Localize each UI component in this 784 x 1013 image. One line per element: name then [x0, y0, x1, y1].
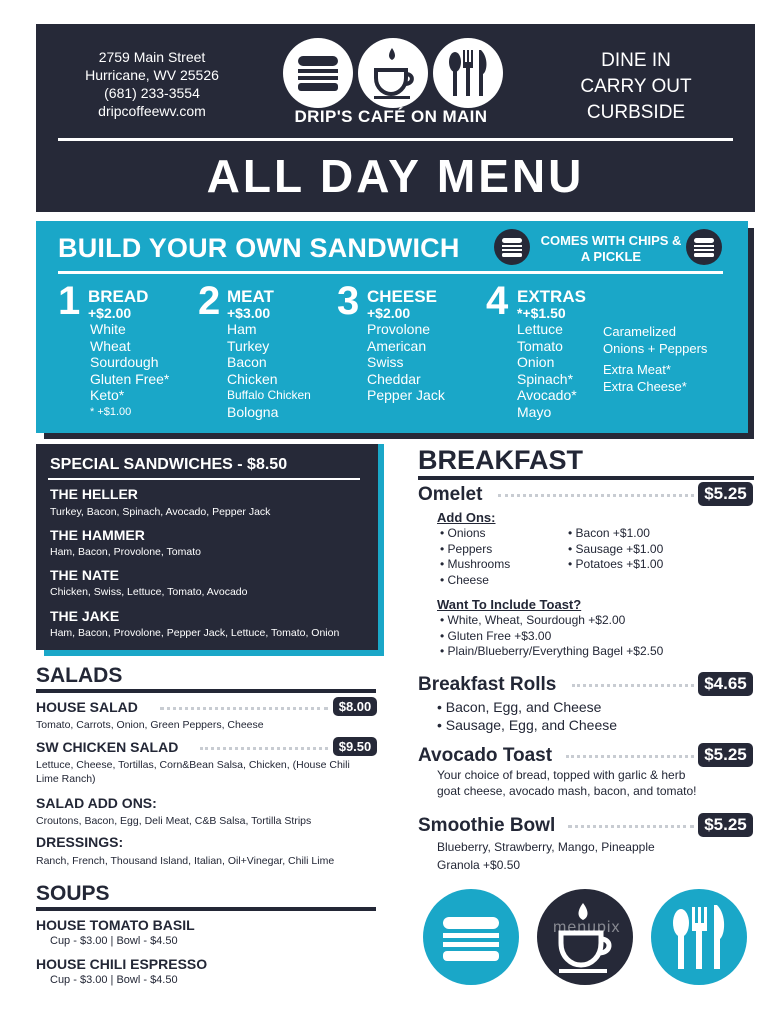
- step-items: [367, 321, 445, 404]
- sw-chicken-salad-desc: [36, 758, 350, 786]
- list-item: • Sausage, Egg, and Cheese: [437, 717, 618, 733]
- list-item: • Onions: [440, 526, 486, 540]
- step-label: EXTRAS: [517, 287, 586, 306]
- avocado-toast-price: $5.25: [698, 743, 753, 767]
- omelet-price: $5.25: [698, 482, 753, 506]
- mode-curbside: CURBSIDE: [586, 102, 686, 123]
- list-item: • Potatoes +$1.00: [568, 557, 664, 571]
- step-cheese: [367, 288, 445, 404]
- omelet-addons-right: [568, 526, 663, 573]
- soup-price: Cup - $3.00 | Bowl - $4.50: [50, 935, 178, 947]
- special-divider: [48, 478, 360, 480]
- special-item-name: THE HELLER: [50, 486, 138, 502]
- desc-line: Blueberry, Strawberry, Mango, Pineapple: [437, 840, 655, 854]
- menu-title: ALL DAY MENU: [206, 150, 585, 202]
- salads-title: SALADS: [36, 664, 123, 687]
- address-line1: 2759 Main Street: [98, 49, 206, 65]
- list-item: Mayo: [517, 403, 552, 420]
- phone-number[interactable]: (681) 233-3554: [104, 85, 200, 101]
- step-bread: [88, 288, 169, 420]
- step-label: BREAD: [88, 287, 149, 306]
- list-item: Swiss: [367, 354, 404, 370]
- special-title: SPECIAL SANDWICHES - $8.50: [50, 456, 288, 473]
- house-salad-price: $8.00: [333, 697, 377, 716]
- special-item-desc: Ham, Bacon, Provolone, Pepper Jack, Lettuce, Tomato, Onion: [50, 627, 340, 639]
- sandwich-icon: [423, 889, 519, 985]
- cutlery-icon: [433, 38, 503, 108]
- rolls-price: $4.65: [698, 672, 753, 696]
- dotted-leader: [160, 707, 328, 710]
- list-item: Keto*: [90, 387, 125, 403]
- header-divider: [58, 138, 733, 141]
- mode-dine-in: DINE IN: [601, 50, 671, 71]
- coffee-cup-icon: [358, 38, 428, 108]
- list-item: Extra Cheese*: [603, 379, 687, 394]
- list-item: Pepper Jack: [367, 387, 445, 403]
- dotted-leader: [572, 684, 694, 687]
- list-item: • White, Wheat, Sourdough +$2.00: [440, 613, 626, 627]
- special-item-desc: Chicken, Swiss, Lettuce, Tomato, Avocado: [50, 586, 248, 598]
- sandwich-icon: [686, 229, 722, 265]
- step-extras-more: [603, 323, 707, 395]
- cutlery-icon: [651, 889, 747, 985]
- avocado-toast-desc: [437, 768, 697, 799]
- step-extras: [517, 288, 586, 420]
- step-price: +$2.00: [88, 305, 132, 321]
- list-item: Gluten Free*: [90, 370, 170, 387]
- list-item: Wheat: [90, 337, 131, 354]
- step-label: CHEESE: [367, 287, 437, 306]
- avocado-toast-name: Avocado Toast: [418, 745, 553, 766]
- dressings-title: DRESSINGS:: [36, 834, 124, 850]
- list-item: • Gluten Free +$3.00: [440, 628, 552, 643]
- desc-line: Lettuce, Cheese, Tortillas, Corn&Bean Salsa, Chicken, (House Chili: [36, 759, 350, 771]
- list-item: Provolone: [367, 321, 431, 337]
- dressings-list: Ranch, French, Thousand Island, Italian, Oil+Vinegar, Chili Lime: [36, 855, 335, 867]
- special-sandwiches-panel: [36, 444, 378, 650]
- step-items: [227, 321, 311, 420]
- list-item: • Mushrooms: [440, 557, 511, 571]
- byo-title: BUILD YOUR OWN SANDWICH: [58, 233, 460, 263]
- list-item: Avocado*: [517, 387, 577, 403]
- step-price: +$3.00: [227, 305, 271, 321]
- salad-addons-list: Croutons, Bacon, Egg, Deli Meat, C&B Salsa, Tortilla Strips: [36, 815, 312, 827]
- list-item: Bologna: [227, 403, 279, 420]
- desc-line: Granola +$0.50: [437, 858, 521, 872]
- list-item: • Cheese: [440, 572, 489, 587]
- list-item: Extra Meat*: [603, 362, 671, 377]
- header-banner: [36, 24, 755, 212]
- list-item: Onion: [517, 354, 555, 370]
- desc-line: Lime Ranch): [36, 773, 96, 785]
- mode-carry-out: CARRY OUT: [580, 76, 692, 97]
- dotted-leader: [566, 755, 694, 758]
- sw-chicken-salad-name: SW CHICKEN SALAD: [36, 739, 179, 755]
- list-item: American: [367, 337, 427, 354]
- step-items: [517, 321, 586, 420]
- coffee-cup-icon: [537, 889, 633, 985]
- address-block: [36, 48, 268, 120]
- smoothie-bowl-desc: [437, 838, 655, 874]
- service-modes: [556, 48, 716, 126]
- smoothie-bowl-price: $5.25: [698, 813, 753, 837]
- list-item: • Peppers: [440, 541, 493, 556]
- salads-divider: [36, 689, 376, 693]
- house-salad-desc: Tomato, Carrots, Onion, Green Peppers, Cheese: [36, 719, 264, 731]
- list-item: • Bacon, Egg, and Cheese: [437, 699, 602, 715]
- list-item: Caramelized: [603, 324, 676, 339]
- list-item: • Plain/Blueberry/Everything Bagel +$2.50: [440, 644, 664, 658]
- step-number: 1: [58, 279, 81, 323]
- address-line2: Hurricane, WV 25526: [85, 67, 219, 83]
- soup-price: Cup - $3.00 | Bowl - $4.50: [50, 974, 178, 986]
- sandwich-icon: [494, 229, 530, 265]
- soup-name: HOUSE TOMATO BASIL: [36, 917, 195, 933]
- sandwich-icon: [283, 38, 353, 108]
- house-salad-name: HOUSE SALAD: [36, 699, 138, 715]
- toast-options: [440, 613, 663, 660]
- list-item: Sourdough: [90, 354, 159, 370]
- special-item-desc: Turkey, Bacon, Spinach, Avocado, Pepper Jack: [50, 506, 271, 518]
- step-price: *+$1.50: [517, 305, 566, 321]
- list-item: Chicken: [227, 370, 278, 387]
- dotted-leader: [498, 494, 694, 497]
- breakfast-divider: [418, 476, 754, 480]
- list-item: • Bacon +$1.00: [568, 526, 650, 540]
- watermark: menupix: [553, 919, 621, 936]
- step-meat: [227, 288, 311, 420]
- list-item: Onions + Peppers: [603, 341, 708, 356]
- special-item-name: THE JAKE: [50, 608, 120, 624]
- desc-line: goat cheese, avocado mash, bacon, and tomato!: [437, 783, 697, 798]
- comes-with-note: COMES WITH CHIPS & A PICKLE: [540, 233, 682, 264]
- soups-title: SOUPS: [36, 882, 110, 905]
- rolls-items: [437, 698, 617, 734]
- step-items: [90, 321, 169, 420]
- list-item: Cheddar: [367, 370, 421, 387]
- list-item: Turkey: [227, 337, 270, 354]
- cafe-name: DRIP'S CAFÉ ON MAIN: [294, 107, 488, 126]
- list-item: Tomato: [517, 337, 563, 354]
- special-item-name: THE HAMMER: [50, 527, 145, 543]
- step-number: 4: [486, 279, 509, 323]
- soups-divider: [36, 907, 376, 911]
- step-price: +$2.00: [367, 305, 411, 321]
- special-item-name: THE NATE: [50, 567, 119, 583]
- step-number: 3: [337, 279, 360, 323]
- toast-title: Want To Include Toast?: [437, 597, 582, 612]
- soup-name: HOUSE CHILI ESPRESSO: [36, 956, 208, 972]
- list-item: Lettuce: [517, 321, 563, 337]
- rolls-name: Breakfast Rolls: [418, 674, 557, 695]
- step-number: 2: [198, 279, 221, 323]
- special-item-desc: Ham, Bacon, Provolone, Tomato: [50, 546, 201, 558]
- build-your-own-panel: [36, 221, 748, 433]
- salad-addons-title: SALAD ADD ONS:: [36, 795, 157, 811]
- list-item: Bacon: [227, 354, 267, 370]
- list-item: Buffalo Chicken: [227, 388, 311, 402]
- website-link[interactable]: dripcoffeewv.com: [98, 103, 206, 119]
- list-item: * +$1.00: [90, 405, 132, 418]
- step-label: MEAT: [227, 287, 274, 306]
- list-item: • Sausage +$1.00: [568, 541, 664, 556]
- omelet-name: Omelet: [418, 484, 483, 505]
- list-item: Spinach*: [517, 370, 574, 387]
- sw-chicken-salad-price: $9.50: [333, 737, 377, 756]
- breakfast-title: BREAKFAST: [418, 445, 584, 475]
- smoothie-bowl-name: Smoothie Bowl: [418, 815, 556, 836]
- list-item: Ham: [227, 321, 257, 337]
- omelet-addons-title: Add Ons:: [437, 510, 496, 525]
- omelet-addons-left: [440, 526, 510, 588]
- dotted-leader: [568, 825, 694, 828]
- dotted-leader: [200, 747, 328, 750]
- byo-divider: [58, 271, 723, 274]
- desc-line: Your choice of bread, topped with garlic & herb: [437, 768, 686, 782]
- list-item: White: [90, 321, 126, 337]
